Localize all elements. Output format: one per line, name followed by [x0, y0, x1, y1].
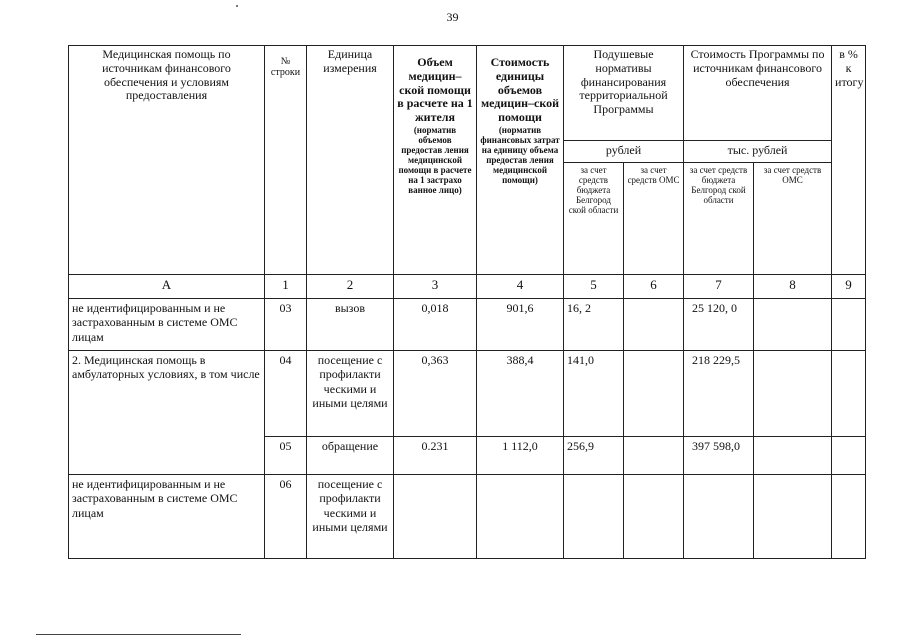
header-cost-sub: (норматив финансовых затрат на единицу объема предостав ления медицинской помощи): [480, 124, 560, 186]
row-program-oms: [754, 437, 832, 475]
header-unit: Единица измерения: [307, 46, 394, 275]
row-percent: [832, 475, 866, 559]
header-program-cost: Стоимость Программы по источникам финансового обеспечения: [684, 46, 832, 141]
header-cost: [477, 46, 564, 275]
table-row: [69, 351, 866, 437]
header-budget-percapita: за счет средств бюджета Белгород ской области: [564, 163, 624, 275]
header-percent: в % к итогу: [832, 46, 866, 275]
row-cost: [477, 475, 564, 559]
column-number: 6: [624, 275, 684, 299]
column-number: 7: [684, 275, 754, 299]
header-per-capita: Подушевые нормативы финансирования территориальной Программы: [564, 46, 684, 141]
row-unit: посещение с профилакти ческими и иными целями: [307, 351, 394, 437]
row-percapita-budget: 16, 2: [564, 299, 624, 351]
row-volume: [394, 475, 477, 559]
header-care-type: Медицинская помощь по источникам финансового обеспечения и условиям предоставления: [69, 46, 265, 275]
row-program-budget: 218 229,5: [684, 351, 754, 437]
row-volume: 0.231: [394, 437, 477, 475]
header-oms-program: за счет средств ОМС: [754, 163, 832, 275]
row-program-budget: [684, 475, 754, 559]
header-volume-sub: (норматив объемов предостав ления медицинской помощи в расчете на 1 застрахо ванное лицо): [398, 124, 472, 196]
column-number: 9: [832, 275, 866, 299]
row-percapita-oms: [624, 351, 684, 437]
row-percent: [832, 351, 866, 437]
header-volume: [394, 46, 477, 275]
header-budget-program: за счет средств бюджета Белгород ской области: [684, 163, 754, 275]
row-cost: 1 112,0: [477, 437, 564, 475]
row-number: 04: [265, 351, 307, 437]
row-label: не идентифицированным и не застрахованным в системе ОМС лицам: [69, 475, 265, 559]
row-program-budget: 25 120, 0: [684, 299, 754, 351]
row-label: 2. Медицинская помощь в амбулаторных условиях, в том числе: [69, 351, 265, 475]
column-number: 5: [564, 275, 624, 299]
column-number: 4: [477, 275, 564, 299]
column-number: 1: [265, 275, 307, 299]
row-unit: вызов: [307, 299, 394, 351]
row-percapita-budget: 256,9: [564, 437, 624, 475]
row-number: 03: [265, 299, 307, 351]
table-row: [69, 299, 866, 351]
column-number: 2: [307, 275, 394, 299]
row-program-oms: [754, 351, 832, 437]
row-unit: обращение: [307, 437, 394, 475]
row-number: 05: [265, 437, 307, 475]
medical-care-table: [68, 45, 866, 559]
row-number: 06: [265, 475, 307, 559]
row-percapita-oms: [624, 475, 684, 559]
table-row: [69, 475, 866, 559]
row-program-oms: [754, 299, 832, 351]
column-number: 8: [754, 275, 832, 299]
column-number: 3: [394, 275, 477, 299]
row-volume: 0,363: [394, 351, 477, 437]
header-row-number: № строки: [265, 46, 307, 275]
row-cost: 901,6: [477, 299, 564, 351]
row-percapita-budget: 141,0: [564, 351, 624, 437]
row-percent: [832, 299, 866, 351]
row-percent: [832, 437, 866, 475]
row-percapita-budget: [564, 475, 624, 559]
row-program-budget: 397 598,0: [684, 437, 754, 475]
scan-mark: [236, 5, 238, 7]
row-label: не идентифицированным и не застрахованным в системе ОМС лицам: [69, 299, 265, 351]
header-unit-rub: рублей: [564, 141, 684, 163]
row-unit: посещение с профилакти ческими и иными целями: [307, 475, 394, 559]
page-number: 39: [446, 10, 459, 24]
header-unit-thousand-rub: тыс. рублей: [684, 141, 832, 163]
row-volume: 0,018: [394, 299, 477, 351]
row-percapita-oms: [624, 437, 684, 475]
footnote-rule: [36, 634, 241, 635]
header-oms-percapita: за счет средств ОМС: [624, 163, 684, 275]
column-number: А: [69, 275, 265, 299]
row-percapita-oms: [624, 299, 684, 351]
row-program-oms: [754, 475, 832, 559]
header-volume-main: Объем медицин–ской помощи в расчете на 1 жителя: [397, 55, 473, 125]
row-cost: 388,4: [477, 351, 564, 437]
header-cost-main: Стоимость единицы объемов медицин–ской помощи: [480, 55, 560, 125]
